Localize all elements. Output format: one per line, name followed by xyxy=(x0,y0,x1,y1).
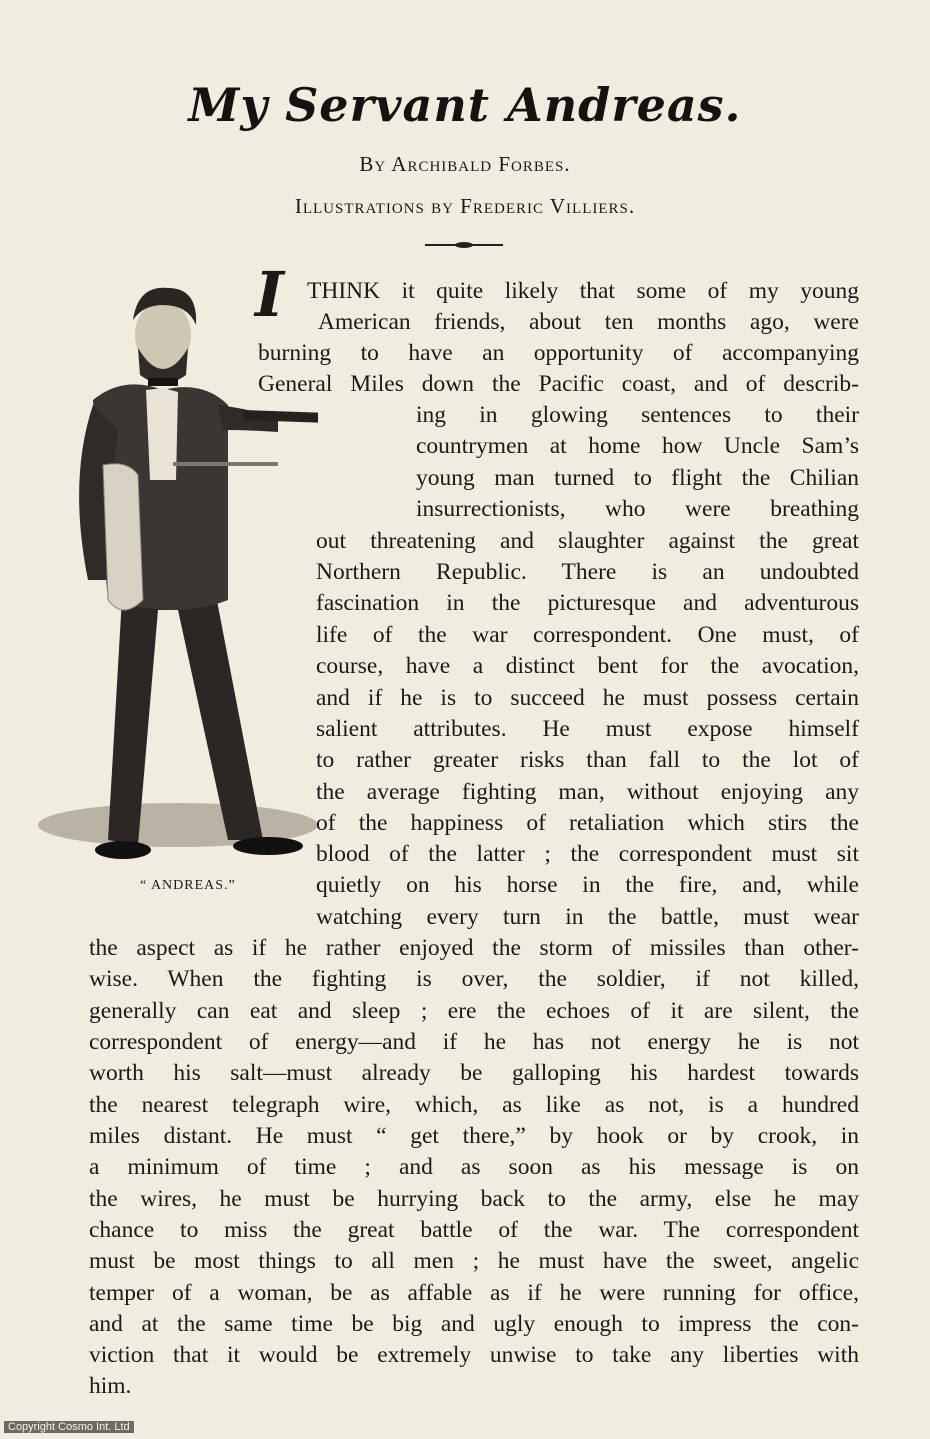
body-line: quietly on his horse in the fire, and, while xyxy=(316,872,859,898)
body-line: temper of a woman, be as affable as if he were running for office, xyxy=(89,1280,859,1306)
body-line: Northern Republic. There is an undoubted xyxy=(316,559,859,585)
copyright-watermark: Copyright Cosmo Int. Ltd xyxy=(4,1421,134,1433)
body-line: wise. When the fighting is over, the soldier, if not killed, xyxy=(89,966,859,992)
body-line: a minimum of time ; and as soon as his message is on xyxy=(89,1154,859,1180)
body-line: life of the war correspondent. One must, of xyxy=(316,622,859,648)
drop-cap: I xyxy=(255,258,285,331)
body-line: young man turned to flight the Chilian xyxy=(416,465,859,491)
title-divider xyxy=(425,244,503,246)
body-line: and if he is to succeed he must possess certain xyxy=(316,685,859,711)
body-line: the average fighting man, without enjoying any xyxy=(316,779,859,805)
body-line: him. xyxy=(89,1373,132,1399)
body-line: of the happiness of retaliation which stirs the xyxy=(316,810,859,836)
body-line: correspondent of energy—and if he has not energy he is not xyxy=(89,1029,859,1055)
body-line: course, have a distinct bent for the avocation, xyxy=(316,653,859,679)
body-line: burning to have an opportunity of accompanying xyxy=(258,340,859,366)
article-title: My Servant Andreas. xyxy=(188,78,742,132)
body-line: and at the same time be big and ugly enough to impress the con- xyxy=(89,1311,859,1337)
body-line: salient attributes. He must expose himself xyxy=(316,716,859,742)
body-line: out threatening and slaughter against the great xyxy=(316,528,859,554)
body-line: blood of the latter ; the correspondent must sit xyxy=(316,841,859,867)
illustrator-byline: Illustrations by Frederic Villiers. xyxy=(294,194,636,218)
body-line: watching every turn in the battle, must wear xyxy=(316,904,859,930)
body-line: to rather greater risks than fall to the lot of xyxy=(316,747,859,773)
author-byline: By Archibald Forbes. xyxy=(359,152,571,176)
body-line: miles distant. He must “ get there,” by hook or by crook, in xyxy=(89,1123,859,1149)
figure-caption: “ ANDREAS.” xyxy=(140,878,236,893)
body-line: THINK it quite likely that some of my young xyxy=(307,278,859,304)
body-line: generally can eat and sleep ; ere the echoes of it are silent, the xyxy=(89,998,859,1024)
body-line: insurrectionists, who were breathing xyxy=(416,496,859,522)
body-line: American friends, about ten months ago, were xyxy=(318,309,859,335)
body-line: chance to miss the great battle of the war. The correspondent xyxy=(89,1217,859,1243)
body-line: General Miles down the Pacific coast, and of describ- xyxy=(258,371,859,397)
body-line: countrymen at home how Uncle Sam’s xyxy=(416,433,859,459)
body-line: the nearest telegraph wire, which, as like as not, is a hundred xyxy=(89,1092,859,1118)
body-line: worth his salt—must already be galloping his hardest towards xyxy=(89,1060,859,1086)
body-line: fascination in the picturesque and adventurous xyxy=(316,590,859,616)
body-line: the aspect as if he rather enjoyed the storm of missiles than other- xyxy=(89,935,859,961)
body-line: the wires, he must be hurrying back to the army, else he may xyxy=(89,1186,859,1212)
body-line: viction that it would be extremely unwise to take any liberties with xyxy=(89,1342,859,1368)
body-line: ing in glowing sentences to their xyxy=(416,402,859,428)
body-line: must be most things to all men ; he must have the sweet, angelic xyxy=(89,1248,859,1274)
